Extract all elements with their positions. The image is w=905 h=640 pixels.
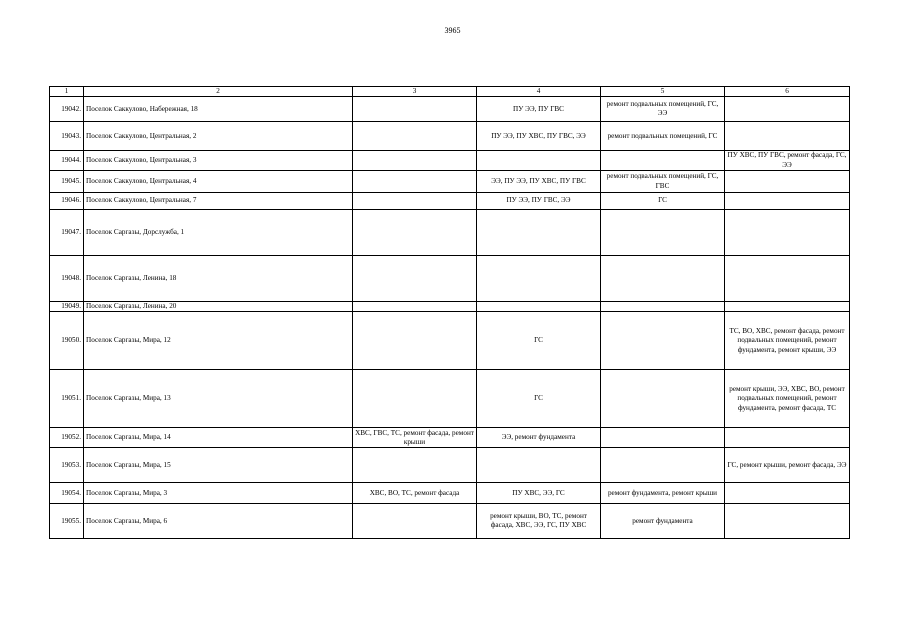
address-cell: Поселок Саргазы, Дорслужба, 1 (84, 210, 353, 256)
column6-cell (725, 256, 850, 302)
address-cell: Поселок Саргазы, Ленина, 18 (84, 256, 353, 302)
table-row (50, 504, 850, 539)
column5-cell: ремонт фундамента, ремонт крыши (601, 483, 725, 504)
column5-cell (601, 428, 725, 448)
column6-cell: ремонт крыши, ЭЭ, ХВС, ВО, ремонт подвальных помещений, ремонт фундамента, ремонт фасада, ТС (725, 370, 850, 428)
address-cell: Поселок Саккулово, Центральная, 4 (84, 171, 353, 193)
address-cell: Поселок Саргазы, Мира, 13 (84, 370, 353, 428)
row-number: 19050. (50, 312, 84, 370)
row-number: 19053. (50, 448, 84, 483)
column6-cell: ПУ ХВС, ПУ ГВС, ремонт фасада, ГС, ЭЭ (725, 151, 850, 171)
column4-cell (477, 256, 601, 302)
column6-cell (725, 302, 850, 312)
column6-cell: ГС, ремонт крыши, ремонт фасада, ЭЭ (725, 448, 850, 483)
row-number: 19042. (50, 97, 84, 122)
row-number: 19046. (50, 193, 84, 210)
column6-cell (725, 504, 850, 539)
table-row (50, 210, 850, 256)
column3-cell (353, 193, 477, 210)
column4-cell: ЭЭ, ПУ ЭЭ, ПУ ХВС, ПУ ГВС (477, 171, 601, 193)
column4-cell: ПУ ХВС, ЭЭ, ГС (477, 483, 601, 504)
column6-cell: ТС, ВО, ХВС, ремонт фасада, ремонт подвальных помещений, ремонт фундамента, ремонт крыши, ЭЭ (725, 312, 850, 370)
column5-cell (601, 302, 725, 312)
address-cell: Поселок Саргазы, Ленина, 20 (84, 302, 353, 312)
column-header: 5 (601, 87, 725, 97)
row-number: 19049. (50, 302, 84, 312)
column4-cell: ГС (477, 370, 601, 428)
column5-cell (601, 312, 725, 370)
table-row (50, 256, 850, 302)
column6-cell (725, 210, 850, 256)
row-number: 19043. (50, 122, 84, 151)
column3-cell (353, 312, 477, 370)
column6-cell (725, 97, 850, 122)
row-number: 19051. (50, 370, 84, 428)
column4-cell (477, 302, 601, 312)
column-header: 2 (84, 87, 353, 97)
address-cell: Поселок Саргазы, Мира, 3 (84, 483, 353, 504)
column5-cell: ремонт подвальных помещений, ГС, ЭЭ (601, 97, 725, 122)
column4-cell (477, 151, 601, 171)
column5-cell: ГС (601, 193, 725, 210)
address-cell: Поселок Саккулово, Набережная, 18 (84, 97, 353, 122)
row-number: 19044. (50, 151, 84, 171)
column-header: 3 (353, 87, 477, 97)
table-row (50, 193, 850, 210)
column3-cell (353, 210, 477, 256)
table-row (50, 448, 850, 483)
column6-cell (725, 122, 850, 151)
column4-cell (477, 210, 601, 256)
column4-cell: ПУ ЭЭ, ПУ ГВС, ЭЭ (477, 193, 601, 210)
column4-cell: ПУ ЭЭ, ПУ ГВС (477, 97, 601, 122)
address-cell: Поселок Саккулово, Центральная, 2 (84, 122, 353, 151)
column5-cell: ремонт подвальных помещений, ГС (601, 122, 725, 151)
column4-cell: ПУ ЭЭ, ПУ ХВС, ПУ ГВС, ЭЭ (477, 122, 601, 151)
column4-cell (477, 448, 601, 483)
column4-cell: ГС (477, 312, 601, 370)
address-cell: Поселок Саккулово, Центральная, 3 (84, 151, 353, 171)
table-row (50, 302, 850, 312)
table-row (50, 370, 850, 428)
column5-cell: ремонт подвальных помещений, ГС, ГВС (601, 171, 725, 193)
address-cell: Поселок Саргазы, Мира, 6 (84, 504, 353, 539)
row-number: 19054. (50, 483, 84, 504)
column5-cell (601, 448, 725, 483)
row-number: 19052. (50, 428, 84, 448)
table-row (50, 312, 850, 370)
column3-cell: ХВС, ГВС, ТС, ремонт фасада, ремонт крыши (353, 428, 477, 448)
table-row (50, 428, 850, 448)
column3-cell (353, 370, 477, 428)
column3-cell (353, 504, 477, 539)
column6-cell (725, 483, 850, 504)
address-cell: Поселок Саргазы, Мира, 12 (84, 312, 353, 370)
column-header: 6 (725, 87, 850, 97)
column5-cell: ремонт фундамента (601, 504, 725, 539)
column6-cell (725, 428, 850, 448)
address-cell: Поселок Саргазы, Мира, 14 (84, 428, 353, 448)
column5-cell (601, 210, 725, 256)
column3-cell (353, 302, 477, 312)
table-row (50, 483, 850, 504)
row-number: 19047. (50, 210, 84, 256)
column4-cell: ЭЭ, ремонт фундамента (477, 428, 601, 448)
page-number: 3965 (444, 26, 461, 35)
column3-cell (353, 448, 477, 483)
row-number: 19045. (50, 171, 84, 193)
column6-cell (725, 171, 850, 193)
column3-cell (353, 97, 477, 122)
table-row (50, 151, 850, 171)
column-header: 1 (50, 87, 84, 97)
column3-cell (353, 122, 477, 151)
address-cell: Поселок Саргазы, Мира, 15 (84, 448, 353, 483)
column3-cell (353, 171, 477, 193)
column6-cell (725, 193, 850, 210)
column5-cell (601, 151, 725, 171)
row-number: 19048. (50, 256, 84, 302)
column3-cell (353, 151, 477, 171)
address-cell: Поселок Саккулово, Центральная, 7 (84, 193, 353, 210)
column-header: 4 (477, 87, 601, 97)
document-table (49, 86, 850, 539)
column3-cell (353, 256, 477, 302)
row-number: 19055. (50, 504, 84, 539)
table-row (50, 122, 850, 151)
column5-cell (601, 370, 725, 428)
column5-cell (601, 256, 725, 302)
column4-cell: ремонт крыши, ВО, ТС, ремонт фасада, ХВС, ЭЭ, ГС, ПУ ХВС (477, 504, 601, 539)
header-row (50, 87, 850, 97)
column3-cell: ХВС, ВО, ТС, ремонт фасада (353, 483, 477, 504)
table-row (50, 97, 850, 122)
table-row (50, 171, 850, 193)
